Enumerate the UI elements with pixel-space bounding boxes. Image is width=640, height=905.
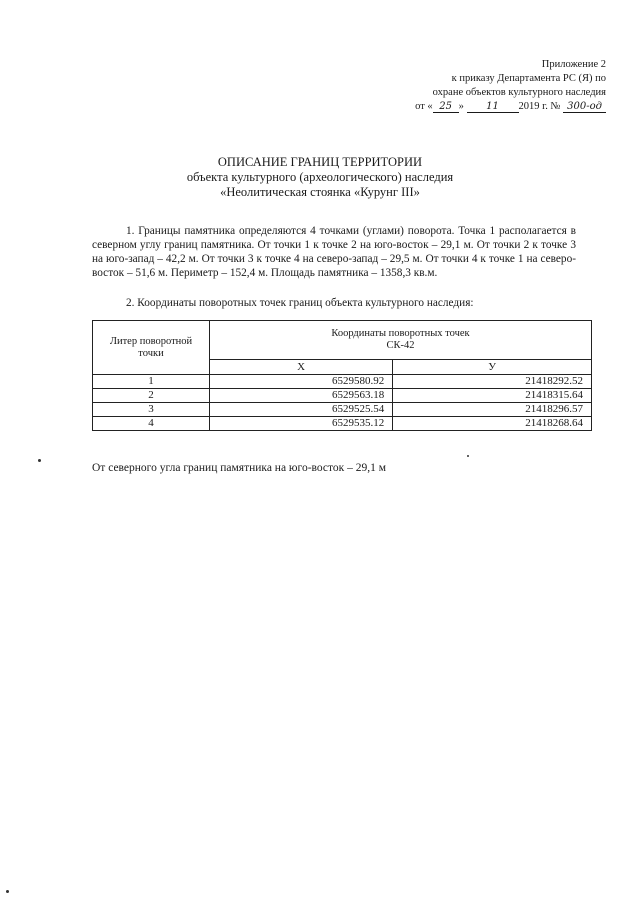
scan-speck — [6, 890, 9, 893]
title-line-1: ОПИСАНИЕ ГРАНИЦ ТЕРРИТОРИИ — [217, 155, 423, 169]
title-line-3: «Неолитическая стоянка «Курунг III» — [220, 185, 420, 199]
date-month-handwritten: 11 — [467, 101, 519, 113]
date-year: 2019 г. № — [518, 101, 561, 112]
date-mid: » — [458, 101, 464, 112]
table-row — [93, 389, 592, 403]
cell-x: 6529535.12 — [210, 417, 393, 431]
paragraph-1: 1. Границы памятника определяются 4 точками (углами) поворота. Точка 1 располагается в северном углу границ памятника. От точки 1 к точке 2 на юго-восток – 29,1 м. От точки 2 к точке 3 на юго-запад – 42,2 м. От точки 3 к точке 4 на северо-запад – 29,5 м. От точки 4 к точке 1 на северо-восток – 51,6 м. Периметр – 152,4 м. Площадь памятника – 1358,3 кв.м. — [92, 225, 576, 279]
header-y: У — [393, 360, 592, 375]
header-x: X — [210, 360, 393, 375]
annex-line-3: охране объектов культурного наследия — [432, 87, 606, 98]
annex-line-1: Приложение 2 — [541, 59, 606, 70]
date-day-handwritten: 25 — [433, 101, 459, 113]
paragraph-2: 2. Координаты поворотных точек границ объекта культурного наследия: — [126, 297, 474, 309]
coordinates-table — [92, 320, 592, 431]
date-prefix: от « — [415, 101, 433, 112]
title-line-2: объекта культурного (археологического) наследия — [186, 170, 454, 184]
order-number-handwritten: 300-од — [563, 101, 606, 113]
annex-date-line — [415, 100, 606, 114]
table-row — [93, 403, 592, 417]
cell-x: 6529580.92 — [210, 375, 393, 389]
header-coordinates-line-1: Координаты поворотных точек — [331, 328, 470, 339]
cell-point: 2 — [93, 389, 210, 403]
caption-text: От северного угла границ памятника на юго-восток – 29,1 м — [92, 462, 387, 474]
scan-speck — [467, 455, 469, 457]
cell-x: 6529525.54 — [210, 403, 393, 417]
annex-block — [415, 58, 606, 114]
table-header-row — [93, 321, 592, 360]
header-liter: Литер поворотной точки — [93, 321, 210, 375]
cell-point: 3 — [93, 403, 210, 417]
cell-y: 21418315.64 — [393, 389, 592, 403]
scan-speck — [38, 459, 41, 462]
cell-y: 21418292.52 — [393, 375, 592, 389]
annex-line-2: к приказу Департамента РС (Я) по — [451, 73, 606, 84]
table-row — [93, 417, 592, 431]
cell-point: 1 — [93, 375, 210, 389]
document-title — [0, 155, 640, 200]
cell-point: 4 — [93, 417, 210, 431]
header-coordinates-line-2: СК-42 — [386, 340, 415, 351]
header-coordinates — [210, 321, 592, 360]
cell-x: 6529563.18 — [210, 389, 393, 403]
cell-y: 21418268.64 — [393, 417, 592, 431]
cell-y: 21418296.57 — [393, 403, 592, 417]
table-row — [93, 375, 592, 389]
